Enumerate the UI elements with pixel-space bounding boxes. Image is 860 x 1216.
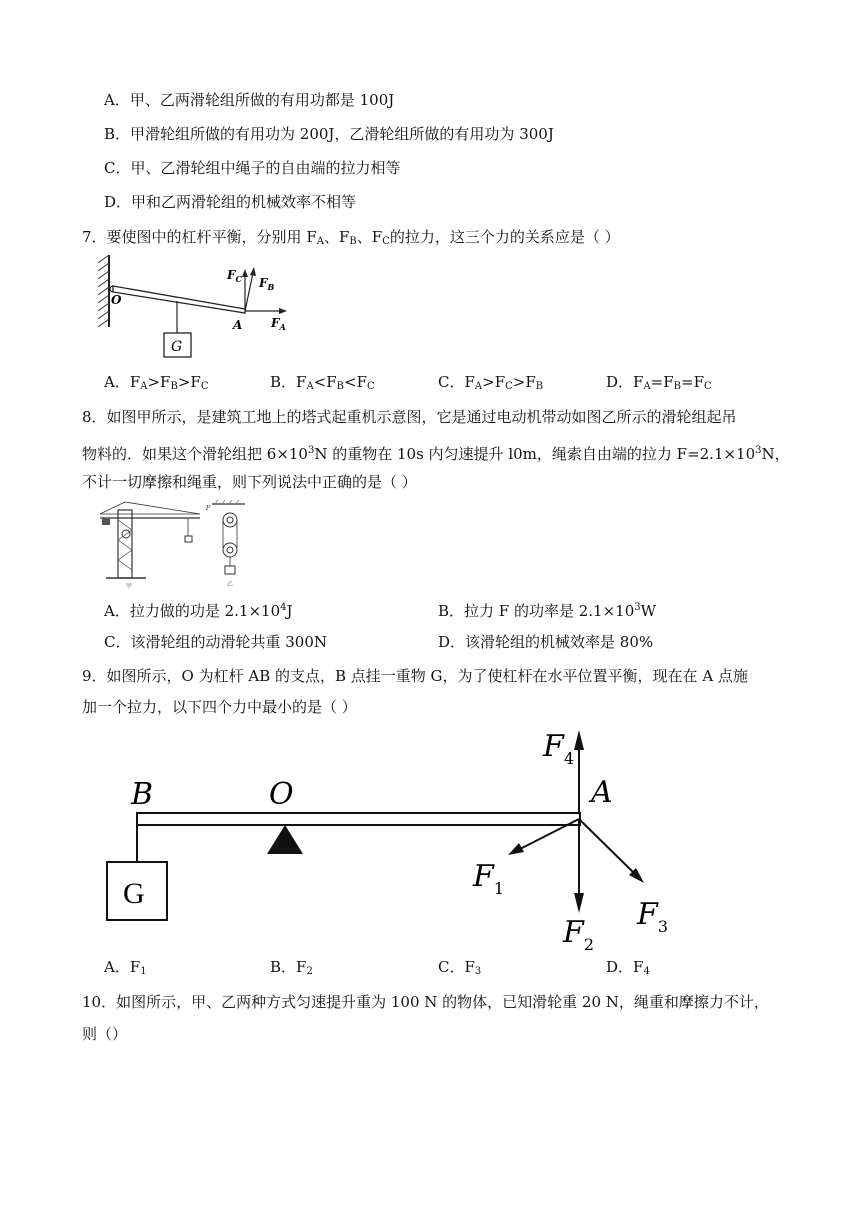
q8-label-f: F	[206, 505, 211, 512]
q8-stem-line2: 物料的．如果这个滑轮组把 $6\times 10^3N$ 的重物在 10s 内匀速提升 l0m，绳索自由端的拉力 $F=2.1\times 10^3N$，	[82, 445, 790, 463]
q7-label-a: A	[233, 318, 243, 332]
q6-option-b: B．甲滑轮组所做的有用功为 200J，乙滑轮组所做的有用功为 300J	[104, 125, 554, 143]
q8-label-yi: 乙	[227, 581, 234, 588]
q9-option-a: A．$F_1$	[104, 958, 147, 977]
q9-label-f4: $F_4$	[543, 729, 575, 768]
q9-stem-line2: 加一个拉力，以下四个力中最小的是（ ）	[82, 698, 357, 716]
q9-label-o: O	[269, 777, 294, 812]
q9-weight-label: G	[123, 877, 145, 910]
q8-option-c: C．该滑轮组的动滑轮共重 300N	[104, 633, 328, 651]
q7-option-a: A．$F_A>F_B>F_C$	[104, 373, 209, 392]
q9-stem-line1: 9．如图所示，O 为杠杆 AB 的支点，B 点挂一重物 G，为了使杠杆在水平位置平衡，现在在 A 点施	[82, 667, 748, 685]
q8-stem-line1: 8．如图甲所示，是建筑工地上的塔式起重机示意图，它是通过电动机带动如图乙所示的滑轮组起吊	[82, 408, 737, 426]
q10-stem-line2: 则（）	[82, 1025, 128, 1043]
q7-weight-label: G	[171, 339, 183, 355]
q7-label-fa: $F_A$	[271, 316, 286, 332]
q6-option-a: A．甲、乙两滑轮组所做的有用功都是 100J	[104, 91, 395, 109]
q9-label-a: A	[591, 775, 613, 810]
q9-option-d: D．$F_4$	[606, 958, 650, 977]
q9-label-f2: $F_2$	[563, 915, 595, 954]
q7-option-d: D．$F_A=F_B=F_C$	[606, 373, 712, 392]
q8-option-b: B．拉力 F 的功率是 $2.1\times 10^3W$	[438, 602, 657, 620]
q9-option-c: C．$F_3$	[438, 958, 482, 977]
q9-label-b: B	[131, 777, 154, 812]
q7-lever-figure	[95, 255, 305, 365]
q7-label-fb: $F_B$	[259, 276, 275, 292]
q7-option-c: C．$F_A>F_C>F_B$	[438, 373, 544, 392]
q6-option-c: C．甲、乙滑轮组中绳子的自由端的拉力相等	[104, 159, 401, 177]
q8-stem-line3: 不计一切摩擦和绳重，则下列说法中正确的是（ ）	[82, 473, 417, 491]
q8-crane-figure	[100, 500, 260, 588]
q10-stem-line1: 10．如图所示，甲、乙两种方式匀速提升重为 100 N 的物体，已知滑轮重 20 N，绳重和摩擦力不计，	[82, 993, 769, 1011]
q9-option-b: B．$F_2$	[270, 958, 313, 977]
q8-option-a: A．拉力做的功是 $2.1\times 10^4J$	[104, 602, 293, 620]
q8-option-d: D．该滑轮组的机械效率是 80%	[438, 633, 654, 651]
q8-label-jia: 甲	[126, 583, 133, 590]
q9-label-f3: $F_3$	[637, 897, 669, 936]
q7-label-o: O	[111, 293, 122, 307]
q9-label-f1: $F_1$	[473, 859, 505, 898]
q9-lever-figure	[95, 720, 695, 955]
q7-label-fc: $F_C$	[227, 268, 242, 284]
q6-option-d: D．甲和乙两滑轮组的机械效率不相等	[104, 193, 357, 211]
q7-option-b: B．$F_A<F_B<F_C$	[270, 373, 375, 392]
q7-stem: 7．要使图中的杠杆平衡，分别用 $F_A$、$F_B$、$F_C$的拉力，这三个力的关系应是（ ）	[82, 228, 620, 247]
